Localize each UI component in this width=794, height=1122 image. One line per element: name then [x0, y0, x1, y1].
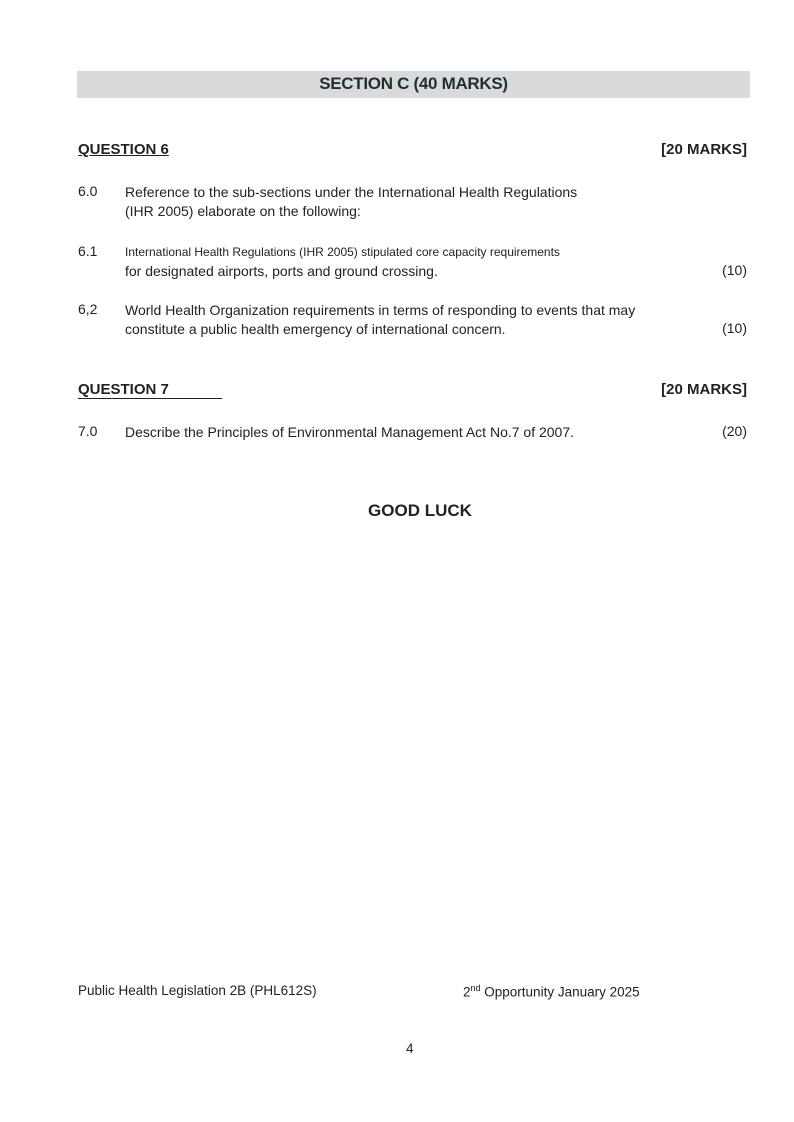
question-6-marks: [20 MARKS]: [661, 141, 747, 158]
item-text: [125, 183, 577, 221]
question-6-heading: QUESTION 6: [78, 141, 169, 158]
ordinal: 2: [463, 984, 471, 1000]
item-points: (10): [722, 262, 747, 278]
item-number: 7.0: [78, 423, 98, 439]
item-line: World Health Organization requirements in terms of responding to events that may: [125, 302, 636, 318]
closing-message: GOOD LUCK: [368, 501, 472, 520]
item-points: (20): [722, 423, 747, 439]
item-text: [125, 243, 560, 281]
item-text: Describe the Principles of Environmental Management Act No.7 of 2007.: [125, 424, 575, 440]
item-line: for designated airports, ports and ground crossing.: [125, 263, 438, 279]
item-line: Reference to the sub-sections under the International Health Regulations: [125, 184, 578, 200]
item-line: (IHR 2005) elaborate on the following:: [125, 203, 361, 219]
page-number: 4: [406, 1041, 414, 1056]
ordinal-suffix: nd: [470, 983, 481, 993]
item-number: 6.1: [78, 243, 98, 259]
question-7-heading: QUESTION 7: [78, 381, 222, 399]
item-text: [125, 301, 635, 339]
footer-opportunity: [463, 983, 640, 1000]
footer-course: Public Health Legislation 2B (PHL612S): [78, 983, 317, 998]
item-number: 6.0: [78, 183, 98, 199]
question-7-marks: [20 MARKS]: [661, 381, 747, 398]
item-line: International Health Regulations (IHR 2005) stipulated core capacity requirements: [125, 245, 560, 259]
opportunity-text: Opportunity January 2025: [480, 984, 640, 1000]
item-line: constitute a public health emergency of international concern.: [125, 321, 506, 337]
item-number: 6,2: [78, 301, 98, 317]
section-title: SECTION C (40 MARKS): [319, 74, 508, 93]
item-points: (10): [722, 320, 747, 336]
